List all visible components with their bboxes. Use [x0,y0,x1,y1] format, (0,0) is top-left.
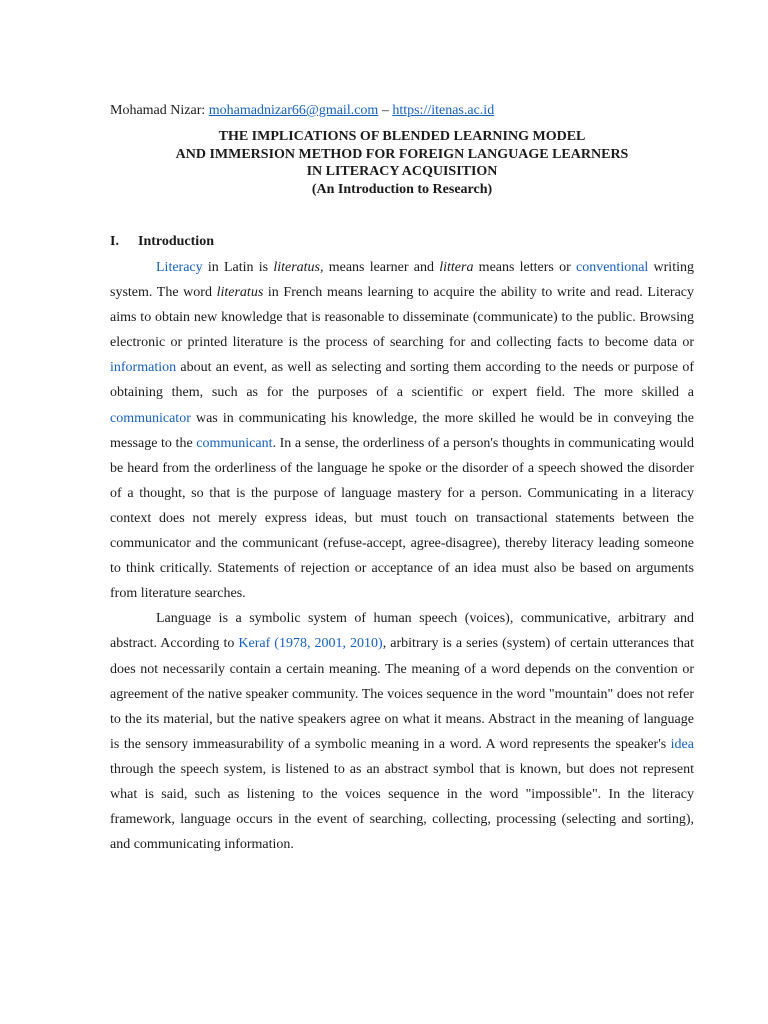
link-conventional[interactable]: conventional [576,260,649,275]
email-link[interactable]: mohamadnizar66@gmail.com [208,103,379,118]
link-literacy[interactable]: Literacy [156,260,203,275]
text-run: Language is a symbolic system of human speech (voices), communicative, arbitrary and abstract. According to [110,611,694,652]
paragraph-2 [110,606,694,857]
text-run: . In a sense, the orderliness of a person's thoughts in communicating would be heard from the orderliness of the language he spoke or the disorder of a speech showed the disorder of a thought, so that is the purpose of language mastery for a person. Communicating in a literacy context does not merely express ideas, but must touch on transactional statements between the communicator and the communicant (refuse-accept, agree-disagree), thereby literacy leading someone to think critically. Statements of rejection or acceptance of an idea must also be based on arguments from literature searches. [110,435,695,602]
text-run: in French means learning to acquire the ability to write and read. Literacy aims to obtain new knowledge that is reasonable to disseminate (communicate) to the public. Browsing electronic or printed literature is the process of searching for and collecting facts to become data or [110,285,694,351]
title-line-3: IN LITERACY ACQUISITION [306,164,498,179]
separator: – [381,103,389,118]
author-line [110,100,694,122]
document-page [110,100,694,857]
text-run: about an event, as well as selecting and sorting them according to the needs or purpose of obtaining them, such as for the purposes of a scientific or expert field. The more skilled a [110,360,694,401]
link-idea[interactable]: idea [670,736,694,752]
text-run: , arbitrary is a series (system) of certain utterances that does not necessarily contain a certain meaning. The meaning of a word depends on the convention or agreement of the native speaker community. The voices sequence in the word "mountain" does not refer to the its material, but the native speakers agree on what it means. Abstract in the meaning of language is the sensory immeasurability of a symbolic meaning in a word. A word represents the speaker's [110,636,694,752]
italic-term: littera [439,260,474,275]
paragraph-1 [110,255,694,606]
link-communicant[interactable]: communicant [196,435,273,451]
document-title [110,128,694,198]
link-keraf-citation[interactable]: Keraf (1978, 2001, 2010) [238,636,383,652]
italic-term: literatus [216,285,264,301]
text-run: means letters or [473,260,576,275]
italic-term: literatus, [273,260,324,275]
section-number: I. [110,234,119,249]
section-heading [110,232,694,252]
text-run: through the speech system, is listened to as an abstract symbol that is known, but does not represent what is said, such as listening to the voices sequence in the word "impossible". In the literacy framework, language occurs in the event of searching, collecting, processing (selecting and sorting), and communicating information. [110,761,694,853]
website-link[interactable]: https://itenas.ac.id [392,103,495,118]
text-run: means learner and [323,260,440,275]
text-run: in Latin is [202,260,274,275]
link-communicator[interactable]: communicator [110,410,191,426]
title-line-2: AND IMMERSION METHOD FOR FOREIGN LANGUAGE LEARNERS [175,146,629,162]
title-line-1: THE IMPLICATIONS OF BLENDED LEARNING MODEL [218,129,586,144]
section-title: Introduction [138,234,214,249]
link-information[interactable]: information [110,360,177,376]
author-name: Mohamad Nizar: [110,103,206,118]
title-subtitle: (An Introduction to Research) [311,181,493,197]
text-run: was in communicating his knowledge, the more skilled he would be in conveying the message to the [110,410,694,451]
text-run: writing system. The word [110,260,694,301]
